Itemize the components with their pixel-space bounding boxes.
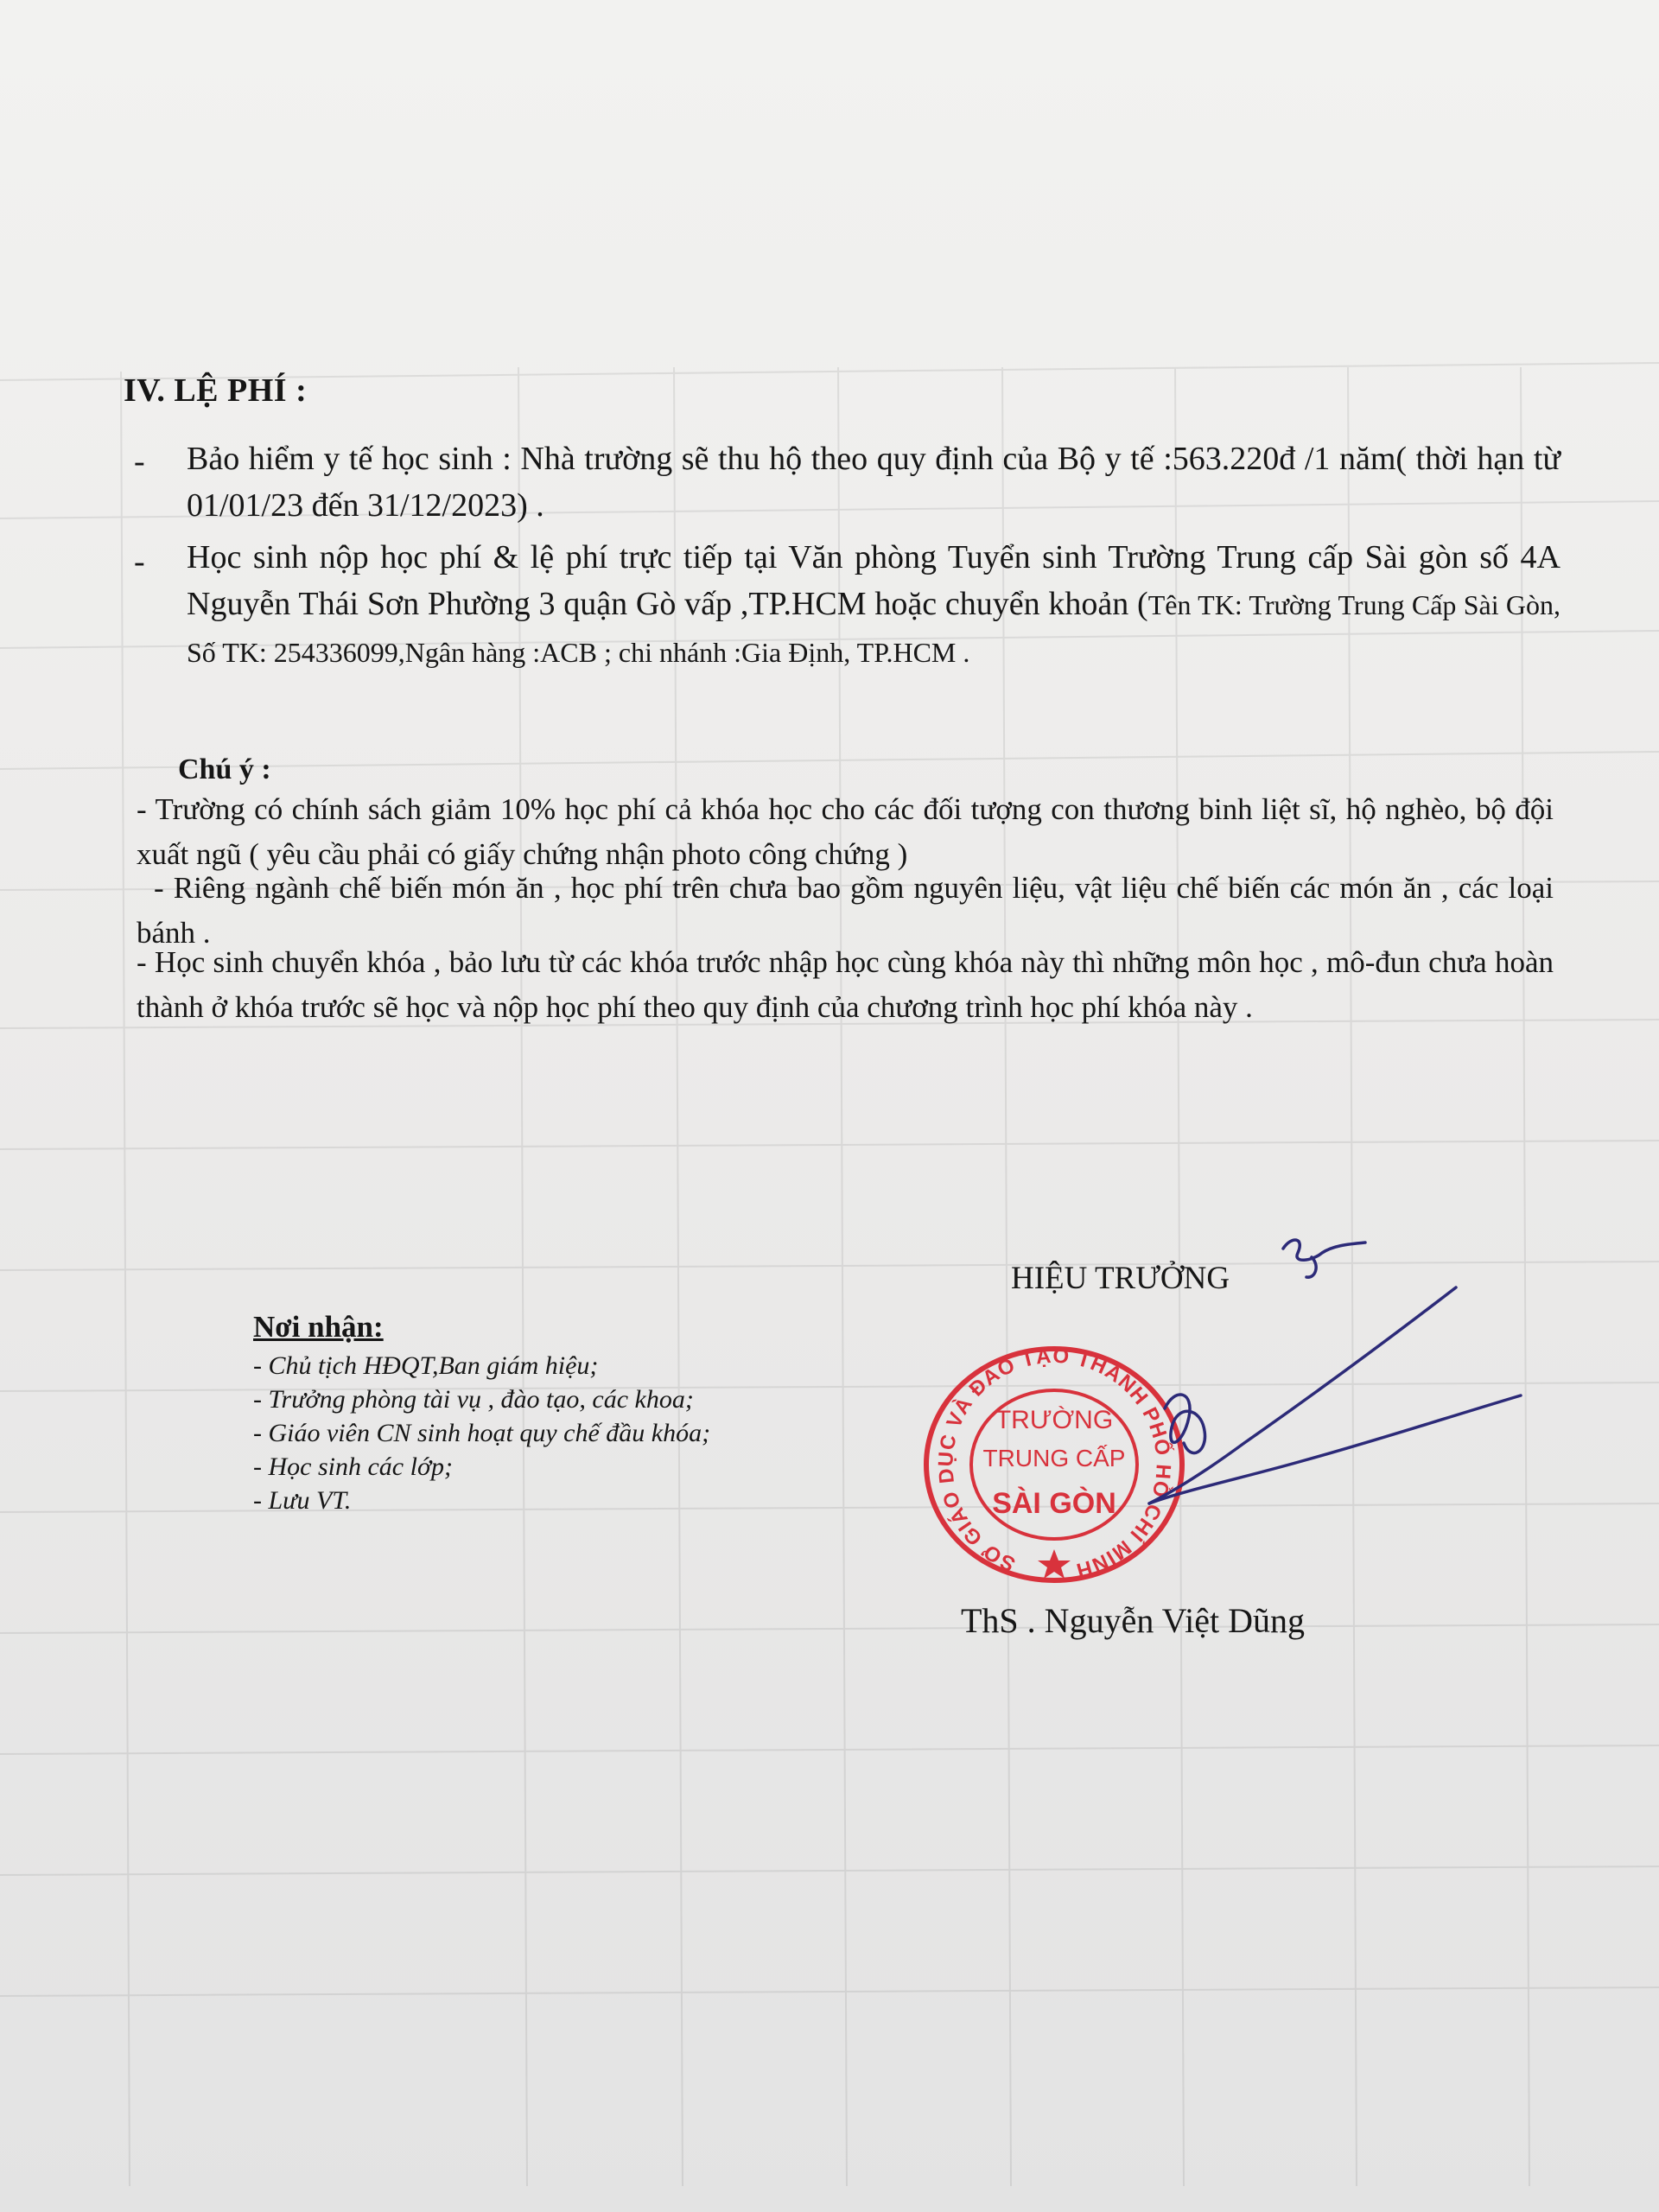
seal-line-3: SÀI GÒN <box>992 1487 1116 1520</box>
fee-item-1-text: Bảo hiểm y tế học sinh : Nhà trường sẽ thu hộ theo quy định của Bộ y tế :563.220đ /1 năm( thời hạn từ 01/01/23 đến 31/12/2023) . <box>187 441 1560 524</box>
principal-signature <box>1115 1227 1529 1547</box>
fee-item-1-bullet: - <box>134 443 145 480</box>
principal-name: ThS . Nguyễn Việt Dũng <box>961 1601 1305 1640</box>
recipients-title: Nơi nhận: <box>253 1310 384 1344</box>
recipient-item: - Trưởng phòng tài vụ , đào tạo, các khoa; <box>253 1385 694 1414</box>
note-item-2: - Riêng ngành chế biến món ăn , học phí trên chưa bao gồm nguyên liệu, vật liệu chế biến các món ăn , các loại bánh . <box>137 871 1554 950</box>
note-item-3: - Học sinh chuyển khóa , bảo lưu từ các khóa trước nhập học cùng khóa này thì những môn học , mô-đun chưa hoàn thành ở khóa trước sẽ học và nộp học phí theo quy định của chương trình học phí khóa này . <box>137 945 1554 1024</box>
section-title: IV. LỆ PHÍ : <box>124 372 308 409</box>
recipient-item: - Chủ tịch HĐQT,Ban giám hiệu; <box>253 1351 599 1380</box>
seal-line-1: TRƯỜNG <box>995 1406 1114 1434</box>
recipient-item: - Lưu VT. <box>253 1486 352 1515</box>
notes-title: Chú ý : <box>178 753 271 785</box>
seal-star-icon <box>1038 1549 1071 1579</box>
fee-item-2-bullet: - <box>134 543 145 580</box>
seal-ring-text: SỞ GIÁO DỤC VÀ ĐÀO TẠO THÀNH PHỐ HỒ CHÍ MINH <box>934 1344 1175 1583</box>
fee-item-2-main: Học sinh nộp học phí & lệ phí trực tiếp tại Văn phòng Tuyển sinh Trường Trung cấp Sài gòn số 4A Nguyễn Thái Sơn Phường 3 quận Gò vấp ,TP.HCM hoặc chuyển khoản ( <box>187 539 1560 622</box>
recipient-item: - Học sinh các lớp; <box>253 1452 453 1481</box>
fee-item-2-text <box>187 534 1560 676</box>
recipient-item: - Giáo viên CN sinh hoạt quy chế đầu khóa; <box>253 1419 711 1447</box>
note-item-1: - Trường có chính sách giảm 10% học phí cả khóa học cho các đối tượng con thương binh liệt sĩ, hộ nghèo, bộ đội xuất ngũ ( yêu cầu phải có giấy chứng nhận photo công chứng ) <box>137 792 1554 871</box>
seal-line-2: TRUNG CẤP <box>982 1445 1126 1471</box>
fee-item-2-account: Tên TK: Trường Trung Cấp Sài Gòn, Số TK: 254336099,Ngân hàng :ACB ; chi nhánh :Gia Định, TP.HCM . <box>187 589 1560 668</box>
principal-title: HIỆU TRƯỞNG <box>1011 1261 1230 1296</box>
